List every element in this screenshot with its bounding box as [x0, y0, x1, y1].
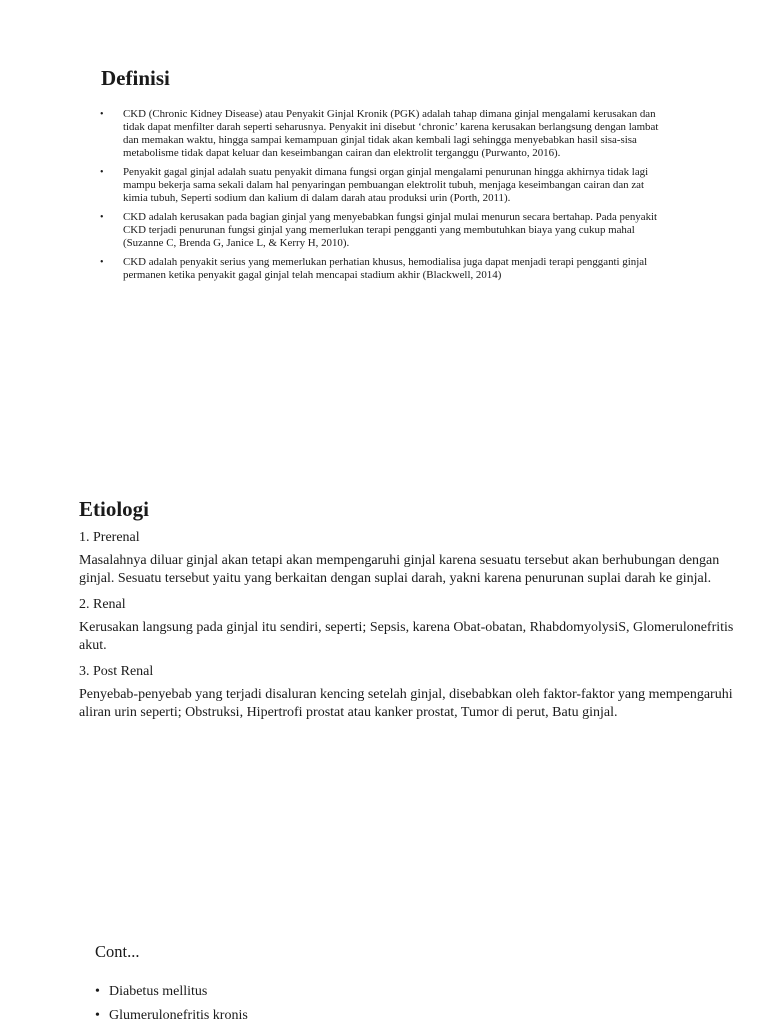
etiology-heading-renal: 2. Renal — [79, 597, 126, 612]
list-item — [95, 1007, 248, 1024]
slide-definisi — [0, 0, 768, 340]
definition-item — [96, 211, 662, 250]
definition-text: CKD adalah kerusakan pada bagian ginjal yang menyebabkan fungsi ginjal mulai menurun secara bertahap. Pada penyakit CKD terjadi penurunan fungsi ginjal yang memerlukan terapi pengganti yang membutuhkan biaya yang cukup mahal (Suzanne C, Brenda G, Janice L, & Kerry H, 2010). — [123, 211, 658, 249]
cause-list — [95, 983, 248, 1024]
definition-item — [96, 166, 662, 205]
bullet-icon: • — [100, 257, 104, 268]
slide-cont — [0, 930, 768, 1024]
list-item — [95, 983, 248, 1001]
bullet-icon: • — [100, 109, 104, 120]
slide-title: Etiologi — [79, 497, 150, 521]
slide-title: Cont... — [95, 942, 140, 961]
definition-text: CKD (Chronic Kidney Disease) atau Penyakit Ginjal Kronik (PGK) adalah tahap dimana ginjal mengalami kerusakan dan tidak dapat menfilter darah seperti seharusnya. Penyakit ini disebut ‘chronic’ karena kerusakan berlangsung dengan lambat dan memakan waktu, hingga sampai kemampuan ginjal tidak akan kembali lagi sehingga menyebabkan hasil sisa-sisa metabolisme tidak dapat keluar dan keseimbangan cairan dan elektrolit terganggu (Purwanto, 2016). — [123, 108, 659, 159]
etiology-text-post-renal: Penyebab-penyebab yang terjadi disaluran kencing setelah ginjal, disebabkan oleh faktor-faktor yang mempengaruhi aliran urin seperti; Obstruksi, Hipertrofi prostat atau kanker prostat, Tumor di perut, Batu ginjal. — [79, 687, 733, 720]
slide-title: Definisi — [101, 66, 170, 90]
definition-text: CKD adalah penyakit serius yang memerlukan perhatian khusus, hemodialisa juga dapat menjadi terapi pengganti ginjal permanen ketika penyakit gagal ginjal telah mencapai stadium akhir (Blackwell, 2014) — [123, 256, 648, 281]
etiology-heading-post-renal: 3. Post Renal — [79, 664, 154, 679]
definition-list — [96, 108, 662, 288]
etiology-heading-prerenal: 1. Prerenal — [79, 530, 140, 545]
cause-text: Glumerulonefritis kronis — [109, 1008, 248, 1023]
bullet-icon: • — [100, 212, 104, 223]
definition-text: Penyakit gagal ginjal adalah suatu penyakit dimana fungsi organ ginjal mengalami penurunan hingga akhirnya tidak lagi mampu bekerja sama sekali dalam hal penyaringan pembuangan elektrolit tubuh, menjaga keseimbangan cairan dan zat kimia tubuh, Seperti sodium dan kalium di dalam darah atau produksi urin (Porth, 2011). — [123, 166, 649, 204]
slide-etiologi — [0, 488, 768, 788]
definition-item — [96, 256, 662, 282]
etiology-text-renal: Kerusakan langsung pada ginjal itu sendiri, seperti; Sepsis, karena Obat-obatan, RhabdomyolysiS, Glomerulonefritis akut. — [79, 620, 734, 653]
cause-text: Diabetus mellitus — [109, 984, 208, 999]
bullet-icon: • — [95, 984, 100, 999]
definition-item — [96, 108, 662, 160]
etiology-body — [79, 529, 739, 730]
bullet-icon: • — [95, 1008, 100, 1023]
bullet-icon: • — [100, 167, 104, 178]
etiology-text-prerenal: Masalahnya diluar ginjal akan tetapi akan mempengaruhi ginjal karena sesuatu tersebut akan berhubungan dengan ginjal. Sesuatu tersebut yaitu yang berkaitan dengan suplai darah, yakni karena penurunan suplai darah ke ginjal. — [79, 553, 720, 586]
